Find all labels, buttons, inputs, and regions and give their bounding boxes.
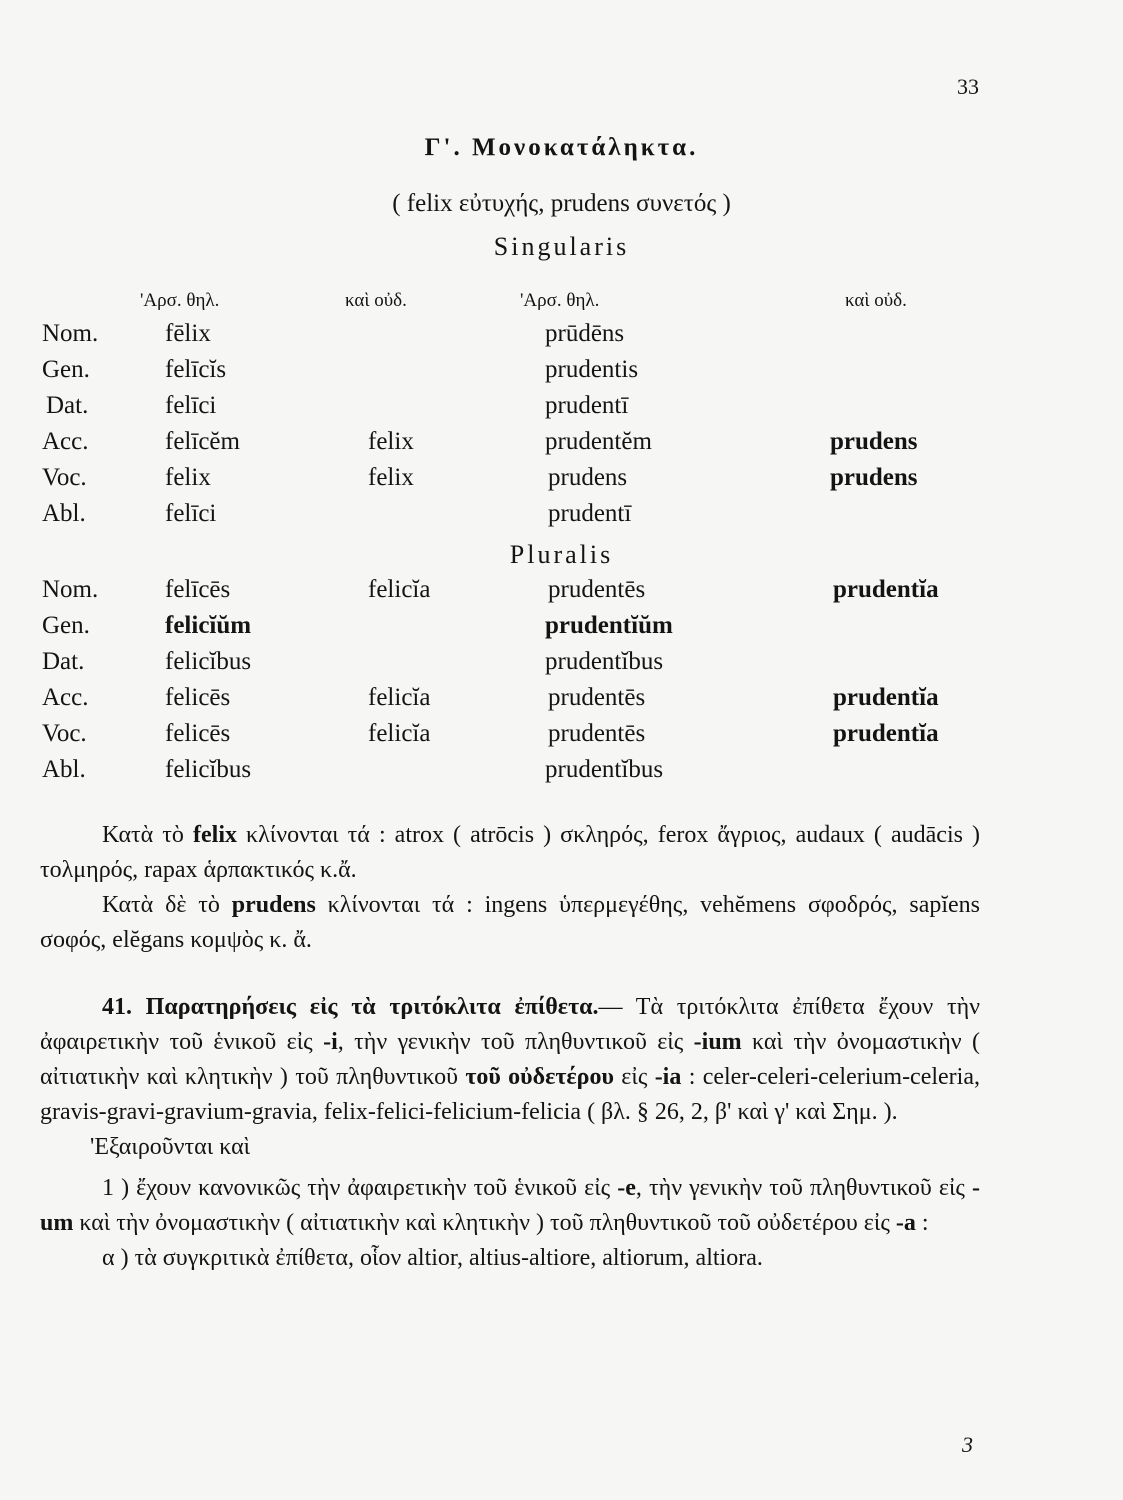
prudens-neuter-form: prudens bbox=[830, 428, 918, 455]
page-number: 33 bbox=[957, 74, 979, 99]
prudens-form: prudentĭŭm bbox=[545, 612, 673, 639]
prudens-form: prudentī bbox=[545, 392, 629, 419]
exception-item-1: 1 ) ἔχουν κανονικῶς τὴν ἀφαιρετικὴν τοῦ ἑνικοῦ εἰς -e, τὴν γενικὴν τοῦ πληθυντικοῦ εἰς -um καὶ τὴν ὀνομαστικὴν ( αἰτιατικὴν καὶ κλητικὴν ) τοῦ πληθυντικοῦ τοῦ οὐδετέρου εἰς -a : bbox=[40, 1175, 980, 1236]
felix-form: felīcĭs bbox=[165, 356, 227, 383]
exceptions-line: 'Εξαιροῦνται καὶ bbox=[90, 1134, 251, 1160]
prudens-form: prudens bbox=[548, 464, 628, 491]
felix-neuter-form: felicĭa bbox=[368, 720, 431, 747]
prudens-neuter-form: prudentĭa bbox=[833, 720, 939, 747]
prudens-form: prudentĭbus bbox=[545, 648, 664, 675]
column-header: 'Αρσ. θηλ. bbox=[520, 290, 600, 311]
case-label: Abl. bbox=[42, 500, 86, 527]
case-label: Voc. bbox=[42, 464, 87, 491]
felix-form: felīci bbox=[165, 392, 217, 419]
felix-neuter-form: felix bbox=[368, 428, 414, 455]
felix-form: felīci bbox=[165, 500, 217, 527]
prudens-form: prudentī bbox=[548, 500, 632, 527]
subtitle: ( felix εὐτυχής, prudens συνετός ) bbox=[392, 190, 731, 217]
section-41-heading: 41. Παρατηρήσεις εἰς τὰ τριτόκλιτα ἐπίθετα. bbox=[102, 994, 599, 1020]
column-header: 'Αρσ. θηλ. bbox=[140, 290, 220, 311]
case-label: Dat. bbox=[46, 392, 89, 419]
prudens-form: prudentĕm bbox=[545, 428, 652, 455]
felix-neuter-form: felicĭa bbox=[368, 576, 431, 603]
felix-form: felicĭŭm bbox=[165, 612, 252, 639]
footer-signature-mark: 3 bbox=[962, 1432, 973, 1457]
case-label: Gen. bbox=[42, 356, 90, 383]
case-label: Gen. bbox=[42, 612, 90, 639]
exception-item-a: α ) τὰ συγκριτικὰ ἐπίθετα, οἷον altior, altius-altiore, altiorum, altiora. bbox=[102, 1245, 763, 1271]
felix-form: felicēs bbox=[165, 720, 231, 747]
section-41: 41. Παρατηρήσεις εἰς τὰ τριτόκλιτα ἐπίθετα.— Τὰ τριτόκλιτα ἐπίθετα ἔχουν τὴν ἀφαιρετικὴν τοῦ ἑνικοῦ εἰς -i, τὴν γενικὴν τοῦ πληθυντικοῦ εἰς -ium καὶ τὴν ὀνομαστικὴν ( αἰτιατικὴν καὶ κλητικὴν ) τοῦ πληθυντικοῦ τοῦ οὐδετέρου εἰς -ia : celer-celeri-celerium-celeria, gravis-gravi-gravium-gravia, felix-felici-felicium-felicia ( βλ. § 26, 2, β' καὶ γ' καὶ Σημ. ). 'Εξαιροῦνται καὶ 1 ) ἔχουν κανονικῶς τὴν ἀφαιρετικὴν τοῦ ἑνικοῦ εἰς -e, τὴν γενικὴν τοῦ πληθυντικοῦ εἰς -um καὶ τὴν ὀνομαστικὴν ( αἰτιατικὴν καὶ κλητικὴν ) τοῦ πληθυντικοῦ τοῦ οὐδετέρου εἰς -a : α ) τὰ συγκριτικὰ ἐπίθετα, οἷον altior, altius-altiore, altiorum, altiora. bbox=[40, 990, 980, 1276]
case-label: Nom. bbox=[42, 576, 99, 603]
felix-form: felix bbox=[165, 464, 211, 491]
prudens-form: prūdēns bbox=[545, 320, 625, 347]
singularis-heading: Singularis bbox=[493, 232, 630, 261]
felix-form: fēlix bbox=[165, 320, 211, 347]
prudens-form: prudentĭbus bbox=[545, 756, 664, 783]
felix-neuter-form: felicĭa bbox=[368, 684, 431, 711]
declension-note: Κατὰ τὸ felix κλίνονται τά : atrox ( atrōcis ) σκληρός, ferox ἄγριος, audaux ( audācis ) τολμηρός, rapax ἁρπακτικός κ.ἄ. Κατὰ δὲ τὸ prudens κλίνονται τά : ingens ὑπερμεγέθης, vehĕmens σφοδρός, sapĭens σοφός, elĕgans κομψὸς κ. ἄ. bbox=[40, 822, 981, 953]
prudens-neuter-form: prudentĭa bbox=[833, 684, 939, 711]
case-label: Nom. bbox=[42, 320, 99, 347]
case-label: Dat. bbox=[42, 648, 85, 675]
case-label: Acc. bbox=[42, 684, 89, 711]
case-label: Voc. bbox=[42, 720, 87, 747]
pluralis-heading: Pluralis bbox=[509, 540, 614, 569]
column-header: καὶ οὐδ. bbox=[345, 290, 407, 311]
felix-form: felicĭbus bbox=[165, 756, 252, 783]
felix-neuter-form: felix bbox=[368, 464, 414, 491]
prudens-neuter-form: prudentĭa bbox=[833, 576, 939, 603]
felix-form: felīcēs bbox=[165, 576, 231, 603]
prudens-form: prudentēs bbox=[548, 576, 646, 603]
column-header: καὶ οὐδ. bbox=[845, 290, 907, 311]
felix-form: felicēs bbox=[165, 684, 231, 711]
prudens-form: prudentis bbox=[545, 356, 639, 383]
section-title: Γ'. Μονοκατάληκτα. bbox=[424, 134, 699, 161]
prudens-form: prudentēs bbox=[548, 684, 646, 711]
prudens-neuter-form: prudens bbox=[830, 464, 918, 491]
case-label: Abl. bbox=[42, 756, 86, 783]
prudens-form: prudentēs bbox=[548, 720, 646, 747]
felix-form: felīcĕm bbox=[165, 428, 240, 455]
case-label: Acc. bbox=[42, 428, 89, 455]
felix-form: felicĭbus bbox=[165, 648, 252, 675]
